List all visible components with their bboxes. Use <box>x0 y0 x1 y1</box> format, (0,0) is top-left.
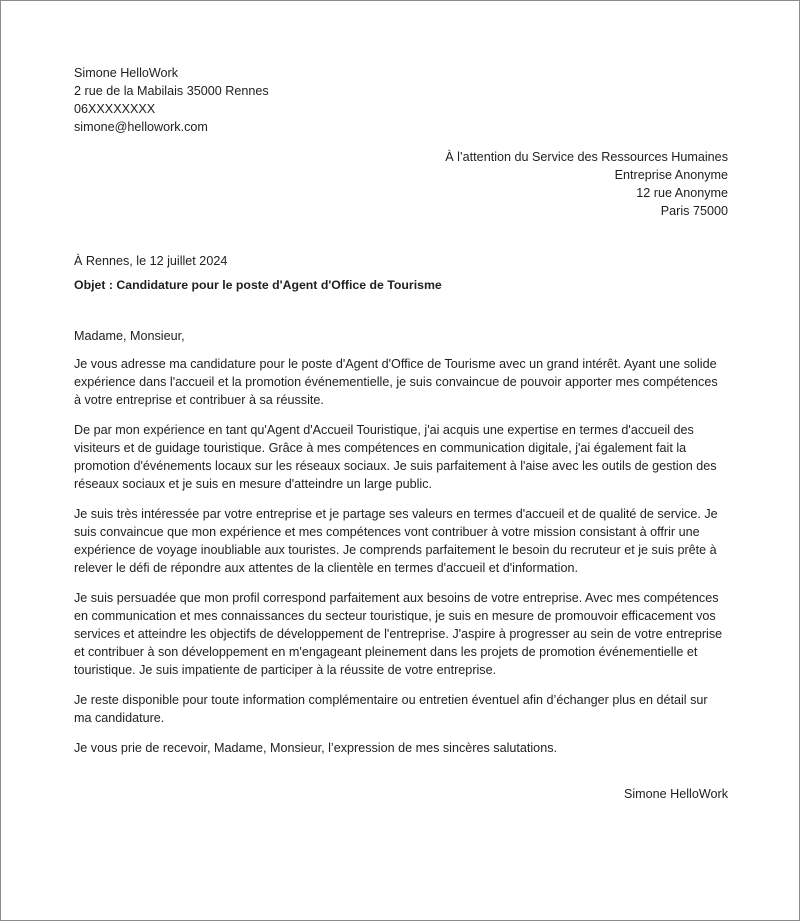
sender-block <box>74 64 728 136</box>
subject-line: Objet : Candidature pour le poste d'Agent d'Office de Tourisme <box>74 278 442 292</box>
paragraph-intro: Je vous adresse ma candidature pour le poste d'Agent d'Office de Tourisme avec un grand intérêt. Ayant une solide expérience dans l'accueil et la promotion événementielle, je suis convaincue de pouvoir apporter mes compétences à votre entreprise et contribuer à sa réussite. <box>74 357 718 407</box>
sender-name: Simone HelloWork <box>74 66 179 80</box>
paragraph-availability: Je reste disponible pour toute information complémentaire ou entretien éventuel afin d’échanger plus en détail sur ma candidature. <box>74 693 708 725</box>
paragraph-motivation: Je suis très intéressée par votre entreprise et je partage ses valeurs en termes d'accueil et de qualité de service. Je suis convaincue que mon expérience et mes compétences vont contribuer à votre mission consistant à offrir une expérience de voyage inoubliable aux touristes. Je comprends parfaitement le besoin du recruteur et je suis prête à relever le défi de répondre aux attentes de la clientèle en termes d'accueil et d'information. <box>74 507 718 575</box>
recipient-city: Paris 75000 <box>660 204 728 218</box>
signature: Simone HelloWork <box>623 787 728 801</box>
sender-address: 2 rue de la Mabilais 35000 Rennes <box>74 84 269 98</box>
sender-phone: 06XXXXXXXX <box>74 102 156 116</box>
recipient-attention: À l’attention du Service des Ressources Humaines <box>445 150 728 164</box>
recipient-street: 12 rue Anonyme <box>636 186 728 200</box>
paragraph-experience: De par mon expérience en tant qu'Agent d'Accueil Touristique, j'ai acquis une expertise en termes d'accueil des visiteurs et de guidage touristique. Grâce à mes compétences en communication digitale, j'ai également fait la promotion d'événements locaux sur les réseaux sociaux. Je suis parfaitement à l'aise avec les outils de gestion des réseaux sociaux et je suis en mesure d'atteindre un large public. <box>74 423 717 491</box>
paragraph-profile: Je suis persuadée que mon profil correspond parfaitement aux besoins de votre entreprise. Avec mes compétences en communication et mes connaissances du secteur touristique, je suis en mesure de promouvoir efficacement vos services et atteindre les objectifs de développement de l'entreprise. J'aspire à progresser au sein de votre entreprise et contribuer à son développement en m'engageant pleinement dans les projets de promotion événementielle et touristique. Je suis impatiente de participer à la réussite de votre entreprise. <box>74 591 723 677</box>
paragraph-closing: Je vous prie de recevoir, Madame, Monsieur, l’expression de mes sincères salutations. <box>74 741 557 755</box>
recipient-block <box>74 148 728 220</box>
recipient-company: Entreprise Anonyme <box>614 168 728 182</box>
salutation: Madame, Monsieur, <box>74 329 185 343</box>
sender-email: simone@hellowork.com <box>74 120 208 134</box>
date-line: À Rennes, le 12 juillet 2024 <box>74 254 228 268</box>
cover-letter <box>74 64 728 803</box>
